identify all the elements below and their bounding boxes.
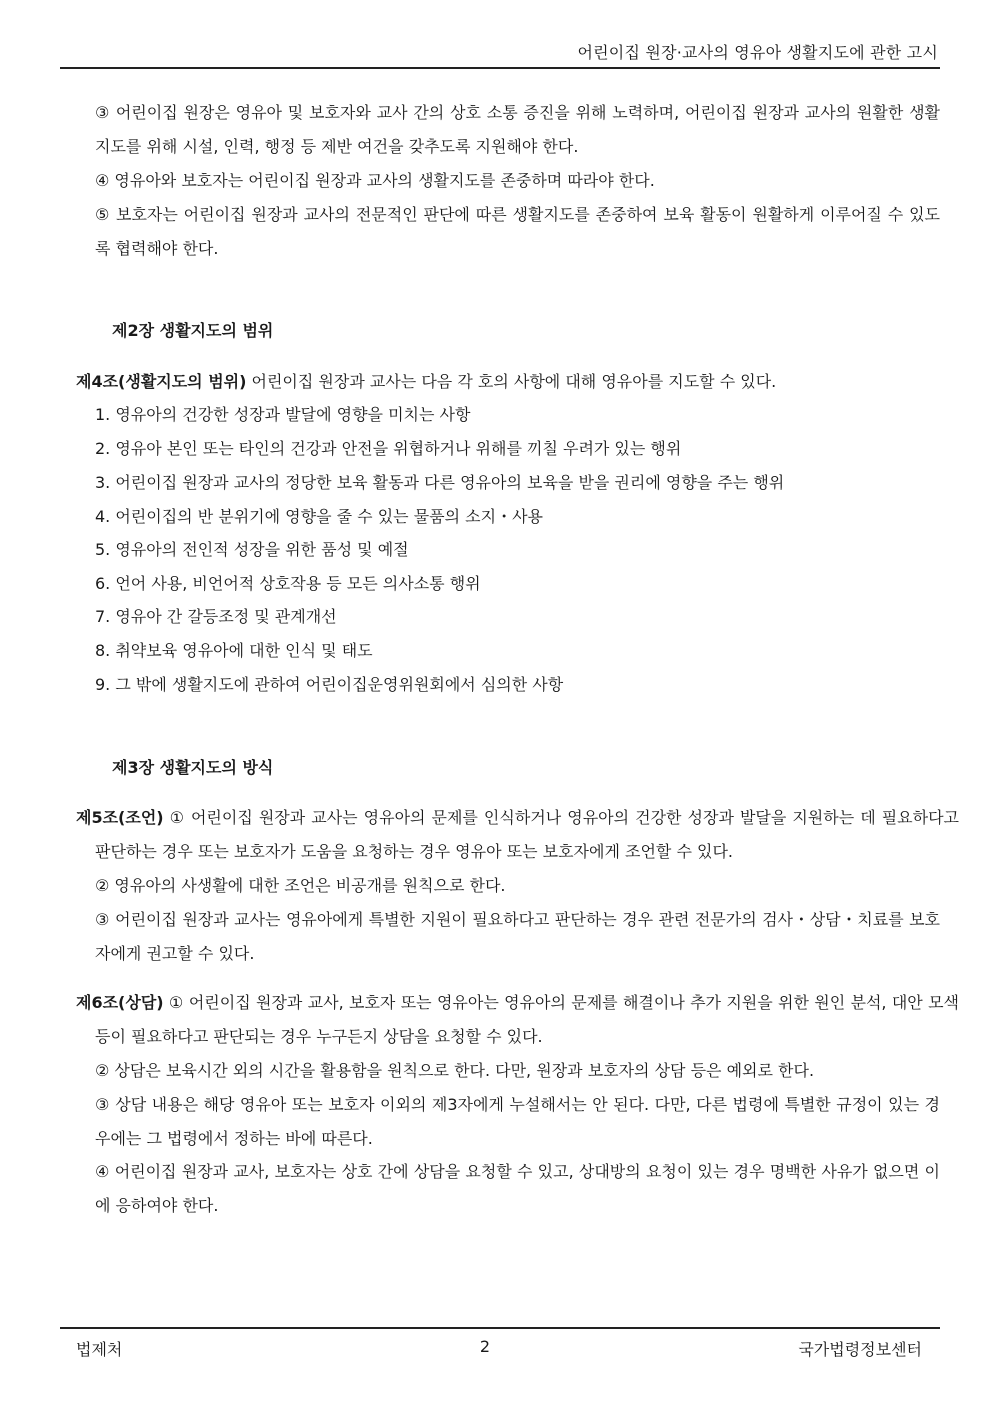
article4-intro: [76, 365, 959, 399]
article4-item-8: 8. 취약보육 영유아에 대한 인식 및 태도: [95, 641, 373, 660]
article6-paragraph-1: [76, 986, 959, 1054]
article5-heading: 제5조(조언): [76, 808, 164, 827]
page-number: 2: [479, 1337, 491, 1356]
article4-intro-text: 어린이집 원장과 교사는 다음 각 호의 사항에 대해 영유아를 지도할 수 있다.: [246, 372, 777, 391]
article4-item-6: 6. 언어 사용, 비언어적 상호작용 등 모든 의사소통 행위: [95, 574, 481, 593]
article6-paragraph-3: ③ 상담 내용은 해당 영유아 또는 보호자 이외의 제3자에게 누설해서는 안 된다. 다만, 다른 법령에 특별한 규정이 있는 경우에는 그 법령에서 정하는 바에 따른다.: [95, 1095, 940, 1148]
footer-source: 법제처: [76, 1340, 123, 1359]
article5-paragraph-1-text: ① 어린이집 원장과 교사는 영유아의 문제를 인식하거나 영유아의 건강한 성장과 발달을 지원하는 데 필요하다고 판단하는 경우 또는 보호자가 도움을 요청하는 경우 영유아 또는 보호자에게 조언할 수 있다.: [95, 808, 959, 861]
footer-publisher: 국가법령정보센터: [798, 1340, 922, 1359]
footer-divider: [60, 1327, 940, 1329]
article4-item-3: 3. 어린이집 원장과 교사의 정당한 보육 활동과 다른 영유아의 보육을 받을 권리에 영향을 주는 행위: [95, 473, 785, 492]
article5-paragraph-3: ③ 어린이집 원장과 교사는 영유아에게 특별한 지원이 필요하다고 판단하는 경우 관련 전문가의 검사・상담・치료를 보호자에게 권고할 수 있다.: [95, 910, 940, 963]
chapter-2-title: 제2장 생활지도의 범위: [112, 321, 274, 340]
article4-heading: 제4조(생활지도의 범위): [76, 372, 247, 391]
article4-item-9: 9. 그 밖에 생활지도에 관하여 어린이집운영위원회에서 심의한 사항: [95, 675, 564, 694]
article5-paragraph-1: [76, 801, 959, 869]
article3-paragraph-5: ⑤ 보호자는 어린이집 원장과 교사의 전문적인 판단에 따른 생활지도를 존중하여 보육 활동이 원활하게 이루어질 수 있도록 협력해야 한다.: [95, 205, 940, 258]
chapter-3-title: 제3장 생활지도의 방식: [112, 758, 274, 777]
article6-paragraph-2: ② 상담은 보육시간 외의 시간을 활용함을 원칙으로 한다. 다만, 원장과 보호자의 상담 등은 예외로 한다.: [95, 1061, 815, 1080]
article4-item-1: 1. 영유아의 건강한 성장과 발달에 영향을 미치는 사항: [95, 405, 471, 424]
article6-paragraph-1-text: ① 어린이집 원장과 교사, 보호자 또는 영유아는 영유아의 문제를 해결이나 추가 지원을 위한 원인 분석, 대안 모색 등이 필요하다고 판단되는 경우 누구든지 상담을 요청할 수 있다.: [95, 993, 959, 1046]
article3-paragraph-4: ④ 영유아와 보호자는 어린이집 원장과 교사의 생활지도를 존중하며 따라야 한다.: [95, 171, 655, 190]
article6-paragraph-4: ④ 어린이집 원장과 교사, 보호자는 상호 간에 상담을 요청할 수 있고, 상대방의 요청이 있는 경우 명백한 사유가 없으면 이에 응하여야 한다.: [95, 1162, 940, 1215]
article4-item-5: 5. 영유아의 전인적 성장을 위한 품성 및 예절: [95, 540, 409, 559]
article6-heading: 제6조(상담): [76, 993, 164, 1012]
article4-item-7: 7. 영유아 간 갈등조정 및 관계개선: [95, 607, 337, 626]
header-divider: [60, 67, 940, 69]
article4-item-2: 2. 영유아 본인 또는 타인의 건강과 안전을 위협하거나 위해를 끼칠 우려가 있는 행위: [95, 439, 682, 458]
article3-paragraph-3: ③ 어린이집 원장은 영유아 및 보호자와 교사 간의 상호 소통 증진을 위해 노력하며, 어린이집 원장과 교사의 원활한 생활지도를 위해 시설, 인력, 행정 등 제반 여건을 갖추도록 지원해야 한다.: [95, 103, 940, 156]
article4-item-4: 4. 어린이집의 반 분위기에 영향을 줄 수 있는 물품의 소지・사용: [95, 507, 543, 526]
page-header-title: 어린이집 원장·교사의 영유아 생활지도에 관한 고시: [577, 43, 938, 62]
article5-paragraph-2: ② 영유아의 사생활에 대한 조언은 비공개를 원칙으로 한다.: [95, 876, 506, 895]
